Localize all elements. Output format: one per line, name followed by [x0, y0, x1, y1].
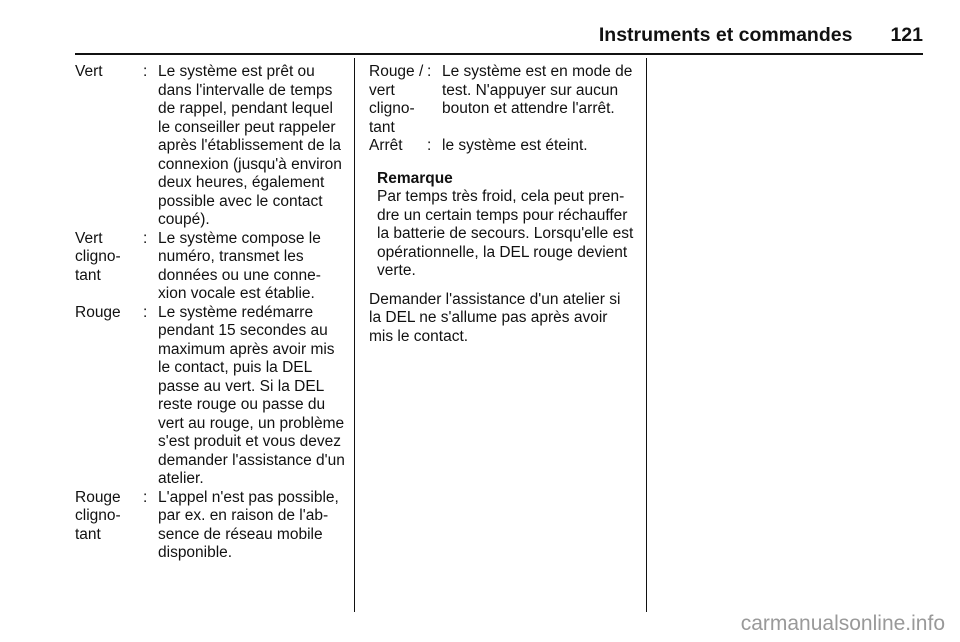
colon: : — [143, 229, 148, 247]
definition-term: Rouge / vert cligno- tant — [369, 63, 424, 136]
middle-column — [369, 63, 635, 346]
definition-arret — [369, 137, 635, 156]
definition-term: Rouge cligno- tant — [75, 488, 121, 543]
colon: : — [427, 137, 432, 154]
page-number: 121 — [890, 24, 923, 46]
column-divider-left — [354, 58, 355, 612]
note-box — [377, 170, 635, 281]
body-paragraph: Demander l'assistance d'un atelier si la DEL ne s'allume pas après avoir mis le contact. — [369, 290, 621, 345]
definition-vert — [75, 63, 347, 230]
header-rule — [75, 53, 923, 55]
definition-term: Rouge — [75, 303, 121, 321]
colon: : — [143, 488, 148, 506]
definition-term: Vert cligno- tant — [75, 229, 121, 284]
column-divider-right — [646, 58, 647, 612]
colon: : — [143, 303, 148, 321]
definition-desc: Le système est en mode de test. N'appuyer sur aucun bouton et attendre l'arrêt. — [442, 63, 633, 117]
definition-desc: le système est éteint. — [442, 137, 588, 154]
definition-vert-clignotant — [75, 230, 347, 304]
definition-desc: Le système est prêt ou dans l'intervalle de temps de rappel, pendant lequel le conseiller peut rappeler après l'établissement de la connexion (jusqu'à environ deux heures, également possible avec le contact coupé). — [158, 63, 342, 228]
definition-desc: L'appel n'est pas possible, par ex. en raison de l'ab- sence de réseau mobile disponible. — [158, 488, 339, 561]
definition-term: Vert — [75, 63, 103, 80]
definition-desc: Le système redémarre pendant 15 secondes au maximum après avoir mis le contact, puis la DEL passe au vert. Si la DEL reste rouge ou passe du vert au rouge, un problème s'est produit et vous devez demander l'assistance d'un atelier. — [158, 303, 345, 487]
section-title: Instruments et commandes — [598, 24, 853, 46]
colon: : — [427, 63, 432, 80]
colon: : — [143, 63, 148, 80]
page-header — [75, 24, 923, 54]
note-text: Par temps très froid, cela peut pren- dre un certain temps pour réchauffer la batterie de secours. Lorsqu'elle est opérationnelle, la DEL rouge devient verte. — [377, 188, 634, 279]
left-column — [75, 63, 347, 563]
definition-rouge-clignotant — [75, 489, 347, 563]
watermark: carmanualsonline.info — [740, 612, 945, 635]
definition-rouge — [75, 304, 347, 489]
definition-desc: Le système compose le numéro, transmet les données ou une conne- xion vocale est établie. — [158, 229, 321, 302]
note-title: Remarque — [377, 169, 453, 187]
definition-term: Arrêt — [369, 137, 403, 154]
definition-rouge-vert-clignotant — [369, 63, 635, 137]
